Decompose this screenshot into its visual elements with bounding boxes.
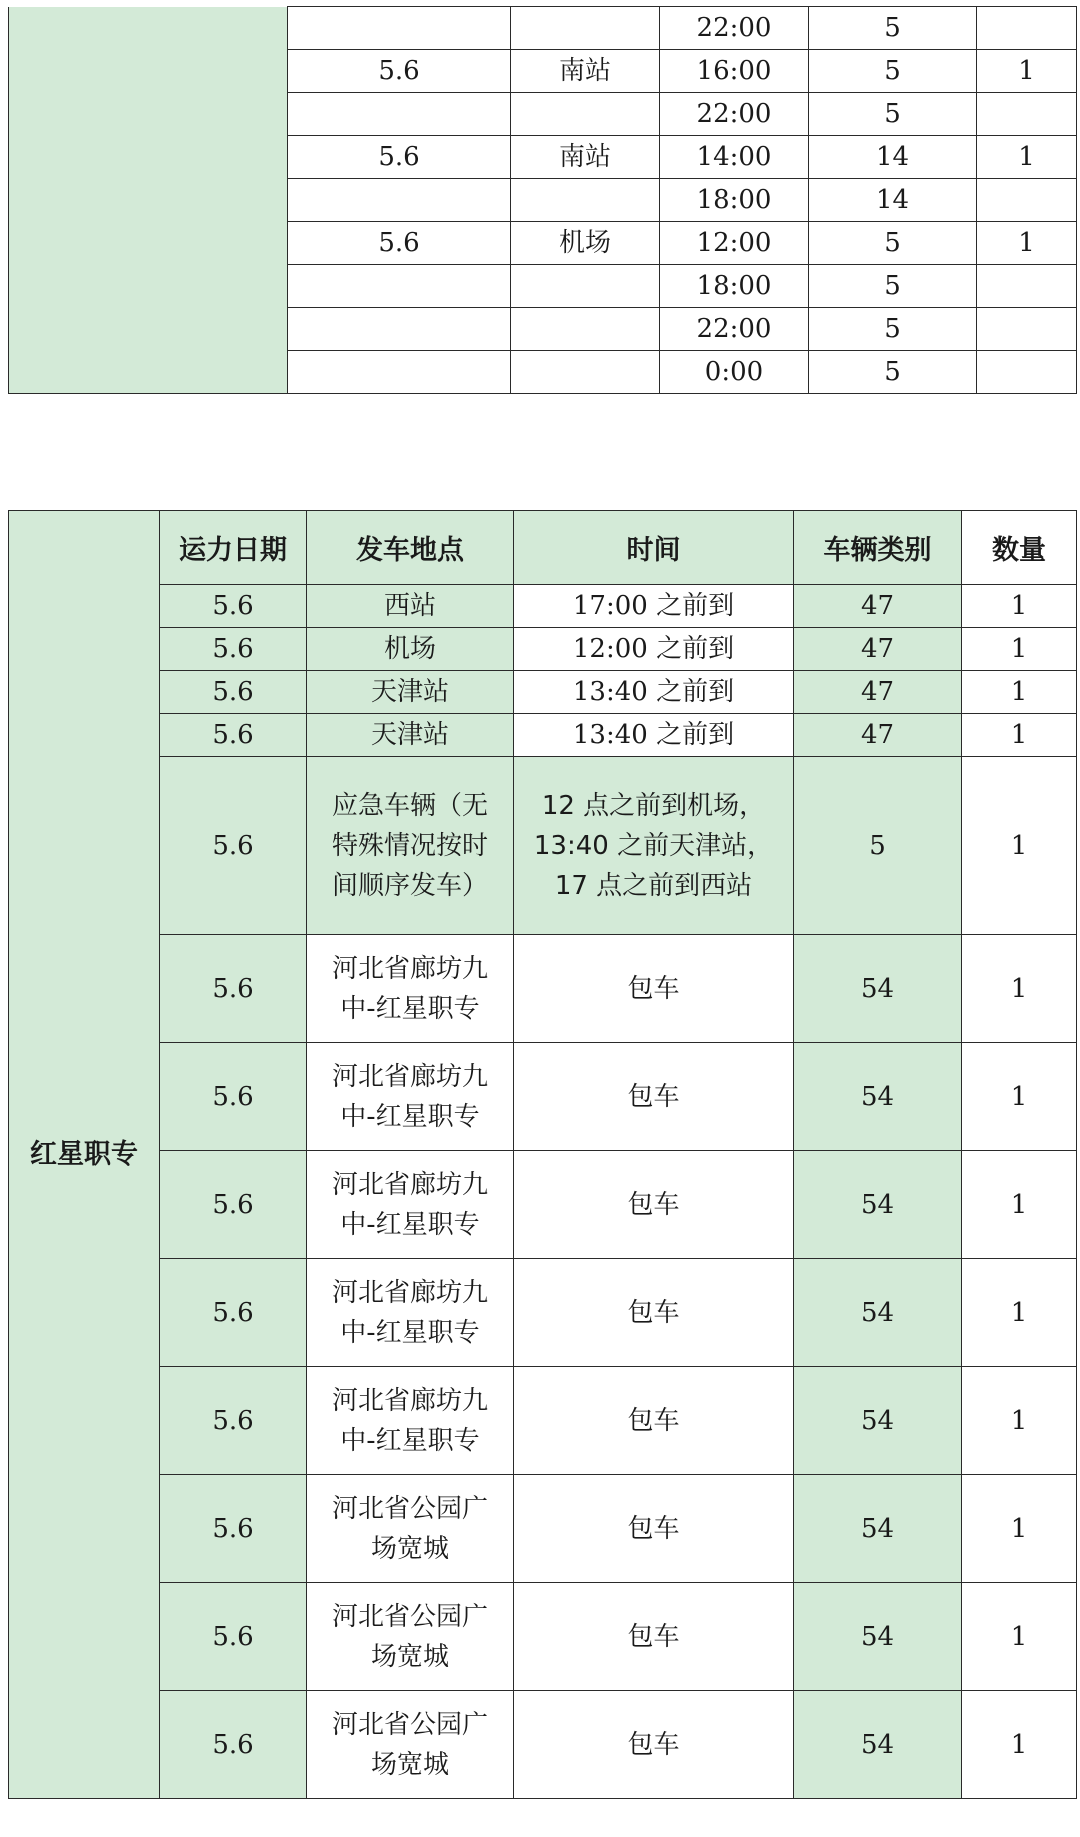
place-line: 河北省公园广	[331, 1493, 488, 1524]
quantity-cell	[977, 351, 1077, 394]
vehicle-type-cell: 5	[809, 351, 977, 394]
vehicle-type-cell: 5	[809, 222, 977, 265]
quantity-cell: 1	[962, 671, 1077, 714]
vehicle-type-cell: 54	[794, 1151, 962, 1259]
hongxing-schedule-table	[8, 510, 1077, 1799]
time-cell: 12:00 之前到	[514, 628, 794, 671]
date-cell	[288, 7, 511, 50]
place-cell	[307, 1151, 514, 1259]
date-cell: 5.6	[160, 671, 307, 714]
place-line: 河北省廊坊九	[331, 1061, 488, 1092]
time-line: 17 点之前到西站	[554, 870, 753, 901]
place-line: 河北省廊坊九	[331, 1385, 488, 1416]
time-line: 12 点之前到机场，	[541, 790, 766, 821]
place-cell: 天津站	[307, 714, 514, 757]
vehicle-type-cell: 14	[809, 136, 977, 179]
table-row	[9, 935, 1077, 1043]
header-time: 时间	[514, 511, 794, 585]
quantity-cell: 1	[962, 1259, 1077, 1367]
vehicle-type-cell: 5	[794, 757, 962, 935]
place-line: 特殊情况按时	[331, 830, 488, 861]
place-cell: 天津站	[307, 671, 514, 714]
date-cell	[288, 179, 511, 222]
date-cell: 5.6	[160, 714, 307, 757]
place-line: 中-红星职专	[340, 1209, 480, 1240]
date-cell: 5.6	[160, 757, 307, 935]
date-cell: 5.6	[160, 1583, 307, 1691]
time-cell: 包车	[514, 935, 794, 1043]
place-line: 场宽城	[370, 1533, 449, 1564]
date-cell: 5.6	[288, 50, 511, 93]
org-name-cell: 红星职专	[9, 511, 160, 1799]
place-line: 河北省公园广	[331, 1601, 488, 1632]
date-cell: 5.6	[288, 136, 511, 179]
quantity-cell: 1	[962, 628, 1077, 671]
quantity-cell: 1	[962, 1367, 1077, 1475]
place-cell	[307, 935, 514, 1043]
place-cell	[307, 1475, 514, 1583]
vehicle-type-cell: 54	[794, 1475, 962, 1583]
time-cell: 22:00	[660, 308, 809, 351]
vehicle-type-cell: 5	[809, 50, 977, 93]
header-vehicle-type: 车辆类别	[794, 511, 962, 585]
quantity-cell: 1	[977, 50, 1077, 93]
quantity-cell: 1	[962, 714, 1077, 757]
date-cell: 5.6	[160, 1367, 307, 1475]
table-row	[9, 1691, 1077, 1799]
time-cell: 13:40 之前到	[514, 714, 794, 757]
date-cell: 5.6	[288, 222, 511, 265]
place-cell	[511, 265, 660, 308]
table-row	[9, 1475, 1077, 1583]
quantity-cell: 1	[962, 1151, 1077, 1259]
quantity-cell: 1	[962, 585, 1077, 628]
place-cell	[511, 93, 660, 136]
time-cell: 12:00	[660, 222, 809, 265]
date-cell	[288, 308, 511, 351]
date-cell: 5.6	[160, 1043, 307, 1151]
place-cell: 南站	[511, 50, 660, 93]
vehicle-type-cell: 54	[794, 935, 962, 1043]
vehicle-type-cell: 5	[809, 93, 977, 136]
vehicle-type-cell: 47	[794, 585, 962, 628]
vehicle-type-cell: 54	[794, 1043, 962, 1151]
place-cell	[511, 308, 660, 351]
date-cell	[288, 93, 511, 136]
quantity-cell	[977, 179, 1077, 222]
place-line: 中-红星职专	[340, 993, 480, 1024]
time-cell: 包车	[514, 1043, 794, 1151]
date-cell: 5.6	[160, 1691, 307, 1799]
vehicle-type-cell: 54	[794, 1259, 962, 1367]
quantity-cell	[977, 93, 1077, 136]
date-cell	[288, 351, 511, 394]
quantity-cell: 1	[962, 935, 1077, 1043]
vehicle-type-cell: 5	[809, 7, 977, 50]
time-line: 13:40 之前天津站，	[533, 830, 774, 861]
org-cell	[9, 7, 288, 394]
place-cell	[307, 757, 514, 935]
quantity-cell: 1	[962, 1691, 1077, 1799]
quantity-cell	[977, 265, 1077, 308]
table-row	[9, 585, 1077, 628]
table-row	[9, 1367, 1077, 1475]
place-line: 应急车辆（无	[331, 790, 488, 821]
top-schedule-table	[8, 6, 1077, 394]
place-cell	[511, 7, 660, 50]
place-cell	[307, 1691, 514, 1799]
header-date: 运力日期	[160, 511, 307, 585]
place-line: 河北省公园广	[331, 1709, 488, 1740]
vehicle-type-cell: 54	[794, 1691, 962, 1799]
date-cell: 5.6	[160, 1259, 307, 1367]
date-cell: 5.6	[160, 585, 307, 628]
place-line: 河北省廊坊九	[331, 953, 488, 984]
vehicle-type-cell: 5	[809, 265, 977, 308]
time-cell: 22:00	[660, 93, 809, 136]
quantity-cell: 1	[977, 222, 1077, 265]
time-cell: 包车	[514, 1259, 794, 1367]
quantity-cell: 1	[962, 757, 1077, 935]
time-cell: 包车	[514, 1367, 794, 1475]
date-cell: 5.6	[160, 628, 307, 671]
place-cell	[307, 1259, 514, 1367]
time-cell: 18:00	[660, 265, 809, 308]
header-row	[9, 511, 1077, 585]
place-line: 中-红星职专	[340, 1101, 480, 1132]
place-cell: 南站	[511, 136, 660, 179]
place-cell	[307, 1367, 514, 1475]
table-row	[9, 1259, 1077, 1367]
place-cell: 机场	[511, 222, 660, 265]
time-cell: 22:00	[660, 7, 809, 50]
quantity-cell	[977, 308, 1077, 351]
quantity-cell: 1	[977, 136, 1077, 179]
table-row	[9, 757, 1077, 935]
place-cell	[307, 1583, 514, 1691]
table-row	[9, 714, 1077, 757]
time-cell: 包车	[514, 1583, 794, 1691]
table-row	[9, 1043, 1077, 1151]
place-line: 场宽城	[370, 1641, 449, 1672]
place-cell: 西站	[307, 585, 514, 628]
quantity-cell	[977, 7, 1077, 50]
vehicle-type-cell: 5	[809, 308, 977, 351]
time-cell: 14:00	[660, 136, 809, 179]
quantity-cell: 1	[962, 1583, 1077, 1691]
date-cell	[288, 265, 511, 308]
header-quantity: 数量	[962, 511, 1077, 585]
place-cell	[307, 1043, 514, 1151]
vehicle-type-cell: 54	[794, 1367, 962, 1475]
time-cell: 0:00	[660, 351, 809, 394]
time-cell: 17:00 之前到	[514, 585, 794, 628]
date-cell: 5.6	[160, 935, 307, 1043]
table-row	[9, 7, 1077, 50]
table-row	[9, 1583, 1077, 1691]
vehicle-type-cell: 14	[809, 179, 977, 222]
place-line: 中-红星职专	[340, 1317, 480, 1348]
vehicle-type-cell: 47	[794, 671, 962, 714]
place-line: 场宽城	[370, 1749, 449, 1780]
time-cell: 包车	[514, 1691, 794, 1799]
date-cell: 5.6	[160, 1475, 307, 1583]
quantity-cell: 1	[962, 1475, 1077, 1583]
place-cell	[511, 179, 660, 222]
place-cell: 机场	[307, 628, 514, 671]
time-cell: 包车	[514, 1475, 794, 1583]
time-cell: 13:40 之前到	[514, 671, 794, 714]
place-line: 中-红星职专	[340, 1425, 480, 1456]
vehicle-type-cell: 54	[794, 1583, 962, 1691]
vehicle-type-cell: 47	[794, 628, 962, 671]
place-cell	[511, 351, 660, 394]
place-line: 河北省廊坊九	[331, 1277, 488, 1308]
table-row	[9, 628, 1077, 671]
table-row	[9, 671, 1077, 714]
vehicle-type-cell: 47	[794, 714, 962, 757]
quantity-cell: 1	[962, 1043, 1077, 1151]
header-place: 发车地点	[307, 511, 514, 585]
time-cell	[514, 757, 794, 935]
time-cell: 18:00	[660, 179, 809, 222]
time-cell: 包车	[514, 1151, 794, 1259]
time-cell: 16:00	[660, 50, 809, 93]
date-cell: 5.6	[160, 1151, 307, 1259]
place-line: 河北省廊坊九	[331, 1169, 488, 1200]
place-line: 间顺序发车）	[331, 870, 488, 901]
table-row	[9, 1151, 1077, 1259]
